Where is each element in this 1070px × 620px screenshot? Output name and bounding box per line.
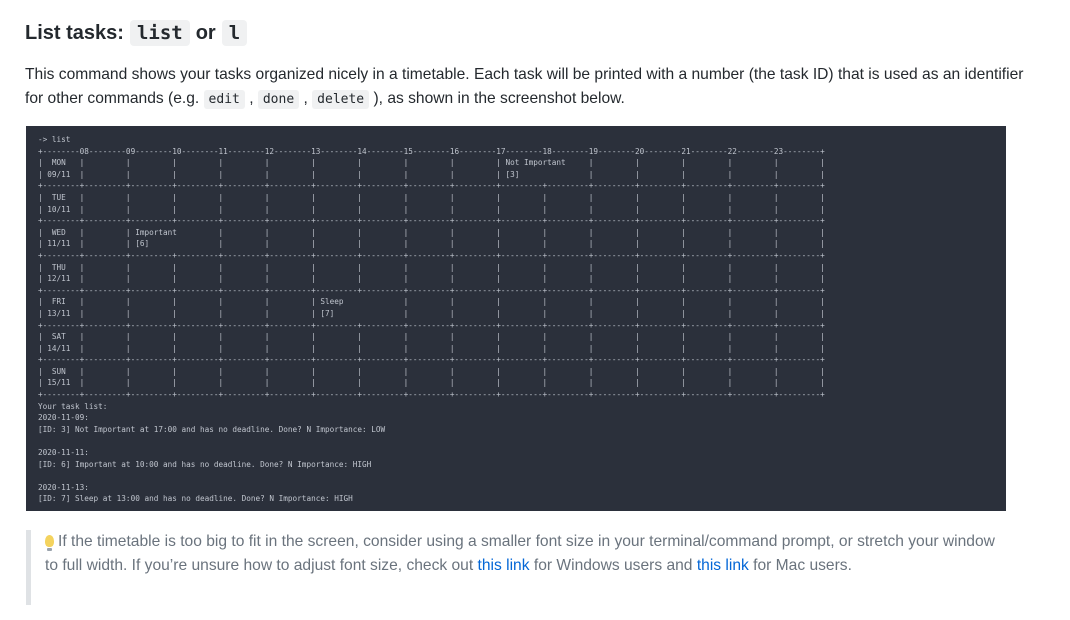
tip-text: for Windows users and xyxy=(529,557,697,574)
heading-text: List tasks: xyxy=(25,21,124,44)
terminal-line: | FRI | | | | | | Sleep | | | | | | | | | | xyxy=(38,297,825,307)
description-separator: , xyxy=(244,90,258,107)
terminal-line: 2020-11-09: xyxy=(38,413,89,423)
terminal-line: Your task list: xyxy=(38,401,108,411)
windows-link[interactable]: this link xyxy=(477,557,530,574)
description-text: ), as shown in the screenshot below. xyxy=(369,90,625,107)
terminal-line: [ID: 3] Not Important at 17:00 and has no deadline. Done? N Importance: LOW xyxy=(38,424,386,434)
terminal-line: +--------+---------+---------+---------+---------+---------+---------+---------+---------+---------+---------+---------+---------+---------+---------+---------+---------+ xyxy=(38,181,825,191)
list-command-code: list xyxy=(130,20,190,46)
description-text: This command shows your tasks organized nicely in a timetable. Each task will be printed with a number (the task ID) that is used as an identifier for other commands (e.g. xyxy=(25,66,1024,107)
l-command-code: l xyxy=(222,20,247,46)
delete-code: delete xyxy=(312,90,369,109)
terminal-line: | 09/11 | | | | | | | | | | [3] | | | | | | xyxy=(38,169,825,179)
terminal-line xyxy=(38,435,1006,447)
lightbulb-icon xyxy=(45,535,54,547)
terminal-line: | THU | | | | | | | | | | | | | | | | | xyxy=(38,262,825,272)
description-paragraph xyxy=(25,63,1045,112)
terminal-line: +--------+---------+---------+---------+---------+---------+---------+---------+---------+---------+---------+---------+---------+---------+---------+---------+---------+ xyxy=(38,216,825,226)
terminal-line: -> list xyxy=(38,135,71,144)
terminal-line: [ID: 6] Important at 10:00 and has no deadline. Done? N Importance: HIGH xyxy=(38,459,372,469)
terminal-line: +--------+---------+---------+---------+---------+---------+---------+---------+---------+---------+---------+---------+---------+---------+---------+---------+---------+ xyxy=(38,390,825,400)
terminal-line: +--------+---------+---------+---------+---------+---------+---------+---------+---------+---------+---------+---------+---------+---------+---------+---------+---------+ xyxy=(38,320,825,330)
heading-or: or xyxy=(195,21,216,44)
description-separator: , xyxy=(299,90,313,107)
edit-code: edit xyxy=(204,90,245,109)
terminal-line: 2020-11-13: xyxy=(38,482,89,492)
terminal-line: | 13/11 | | | | | | [7] | | | | | | | | | | xyxy=(38,308,825,318)
done-code: done xyxy=(258,90,299,109)
terminal-line: | 12/11 | | | | | | | | | | | | | | | | | xyxy=(38,274,825,284)
terminal-line: +--------+---------+---------+---------+---------+---------+---------+---------+---------+---------+---------+---------+---------+---------+---------+---------+---------+ xyxy=(38,285,825,295)
terminal-screenshot xyxy=(26,126,1006,511)
terminal-line: | 11/11 | | [6] | | | | | | | | | | | | | | xyxy=(38,239,825,249)
terminal-line: [ID: 7] Sleep at 13:00 and has no deadline. Done? N Importance: HIGH xyxy=(38,494,353,504)
section-heading xyxy=(25,16,247,50)
terminal-line: | TUE | | | | | | | | | | | | | | | | | xyxy=(38,192,825,202)
terminal-line: | MON | | | | | | | | | | Not Important | | | | | | xyxy=(38,158,825,168)
tip-text: If the timetable is too big to fit in the screen, consider using a smaller font size in your terminal/command prompt, or stretch your window to full width. If you’re unsure how to adjust font size, check out xyxy=(45,533,995,574)
tip-blockquote xyxy=(26,530,996,605)
terminal-line: 2020-11-11: xyxy=(38,448,89,458)
terminal-line: +--------+---------+---------+---------+---------+---------+---------+---------+---------+---------+---------+---------+---------+---------+---------+---------+---------+ xyxy=(38,355,825,365)
terminal-line xyxy=(38,470,1006,482)
mac-link[interactable]: this link xyxy=(696,557,749,574)
terminal-line: | 15/11 | | | | | | | | | | | | | | | | | xyxy=(38,378,825,388)
terminal-output xyxy=(26,126,1006,505)
terminal-line: | WED | | Important | | | | | | | | | | | | | | xyxy=(38,227,825,237)
terminal-line: | 14/11 | | | | | | | | | | | | | | | | | xyxy=(38,343,825,353)
terminal-line: +--------+---------+---------+---------+---------+---------+---------+---------+---------+---------+---------+---------+---------+---------+---------+---------+---------+ xyxy=(38,250,825,260)
terminal-line: | 10/11 | | | | | | | | | | | | | | | | | xyxy=(38,204,825,214)
terminal-line: | SUN | | | | | | | | | | | | | | | | | xyxy=(38,366,825,376)
tip-text: for Mac users. xyxy=(748,557,852,574)
terminal-line: +--------08--------09--------10--------11--------12--------13--------14--------15--------16--------17--------18--------19--------20--------21--------22--------23--------+ xyxy=(38,146,825,156)
terminal-line: | SAT | | | | | | | | | | | | | | | | | xyxy=(38,332,825,342)
